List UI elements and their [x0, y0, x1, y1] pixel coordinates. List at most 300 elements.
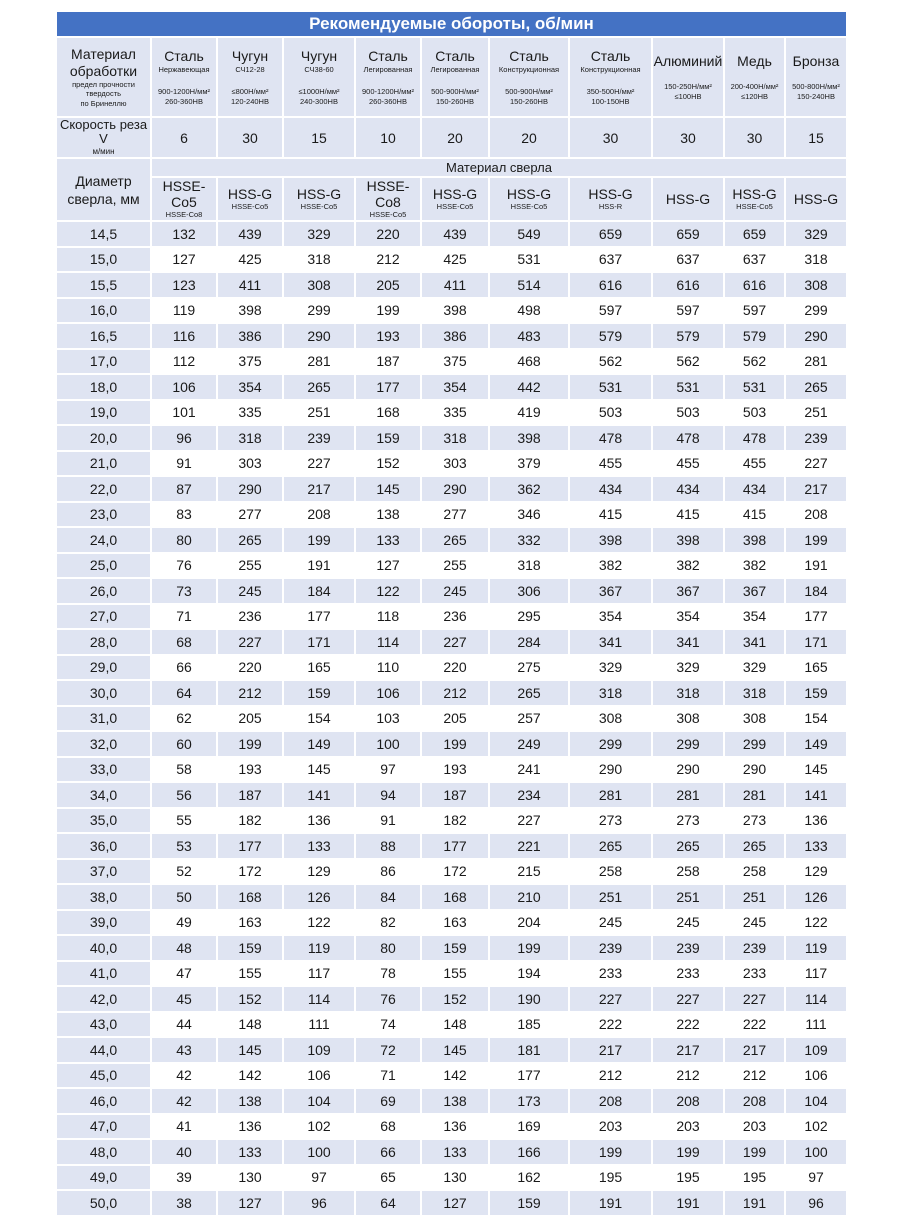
rpm-cell: 442	[489, 374, 569, 400]
rpm-cell: 265	[785, 374, 847, 400]
rpm-cell: 40	[151, 1139, 217, 1165]
material-hardness: 100-150НВ	[591, 96, 630, 106]
rpm-cell: 100	[283, 1139, 355, 1165]
corner-line1: Материал	[71, 45, 136, 62]
table-row	[57, 502, 847, 528]
rpm-cell: 281	[785, 349, 847, 375]
material-name: Сталь	[590, 47, 631, 64]
table-row	[57, 935, 847, 961]
material-strength: 200-400Н/мм²	[730, 81, 779, 91]
rpm-cell: 659	[569, 221, 652, 247]
drill-material-header: Материал сверла	[151, 158, 847, 177]
rpm-cell: 136	[217, 1114, 283, 1140]
rpm-cell: 335	[217, 400, 283, 426]
rpm-cell: 88	[355, 833, 421, 859]
rpm-cell: 145	[217, 1037, 283, 1063]
corner-line2: обработки	[69, 62, 138, 79]
rpm-cell: 152	[217, 986, 283, 1012]
diameter-cell: 36,0	[57, 833, 151, 859]
table-row	[57, 476, 847, 502]
rpm-cell: 149	[785, 731, 847, 757]
rpm-cell: 38	[151, 1190, 217, 1216]
rpm-cell: 122	[785, 910, 847, 936]
rpm-cell: 318	[785, 247, 847, 273]
rpm-cell: 659	[652, 221, 724, 247]
diameter-label-line1: Диаметр	[75, 172, 132, 189]
rpm-cell: 281	[283, 349, 355, 375]
rpm-cell: 152	[355, 451, 421, 477]
rpm-cell: 191	[283, 553, 355, 579]
rpm-cell: 100	[785, 1139, 847, 1165]
table-row	[57, 221, 847, 247]
rpm-cell: 43	[151, 1037, 217, 1063]
diameter-cell: 20,0	[57, 425, 151, 451]
rpm-cell: 579	[569, 323, 652, 349]
rpm-cell: 227	[283, 451, 355, 477]
rpm-reference-sheet	[57, 12, 847, 1217]
rpm-cell: 172	[217, 859, 283, 885]
rpm-cell: 354	[652, 604, 724, 630]
table-row	[57, 680, 847, 706]
speed-value-3: 15	[283, 117, 355, 158]
rpm-cell: 205	[421, 706, 489, 732]
table-row	[57, 961, 847, 987]
rpm-cell: 199	[785, 527, 847, 553]
rpm-cell: 138	[217, 1088, 283, 1114]
rpm-cell: 129	[785, 859, 847, 885]
diameter-cell: 24,0	[57, 527, 151, 553]
table-row	[57, 374, 847, 400]
material-strength: 500-900Н/мм²	[505, 86, 553, 96]
rpm-cell: 275	[489, 655, 569, 681]
diameter-cell: 49,0	[57, 1165, 151, 1191]
drill-alt-name: HSSE-Co5	[510, 202, 548, 211]
rpm-cell: 44	[151, 1012, 217, 1038]
rpm-cell: 346	[489, 502, 569, 528]
rpm-cell: 199	[569, 1139, 652, 1165]
rpm-cell: 382	[652, 553, 724, 579]
material-name: Сталь	[435, 47, 475, 64]
rpm-cell: 531	[489, 247, 569, 273]
table-row	[57, 1012, 847, 1038]
rpm-cell: 45	[151, 986, 217, 1012]
rpm-cell: 191	[785, 553, 847, 579]
speed-value-2: 30	[217, 117, 283, 158]
diameter-cell: 29,0	[57, 655, 151, 681]
rpm-cell: 241	[489, 757, 569, 783]
rpm-cell: 329	[569, 655, 652, 681]
rpm-cell: 66	[355, 1139, 421, 1165]
rpm-cell: 205	[355, 272, 421, 298]
rpm-cell: 97	[283, 1165, 355, 1191]
rpm-cell: 562	[569, 349, 652, 375]
rpm-cell: 273	[569, 808, 652, 834]
rpm-cell: 208	[283, 502, 355, 528]
rpm-cell: 138	[421, 1088, 489, 1114]
rpm-cell: 104	[283, 1088, 355, 1114]
rpm-cell: 258	[569, 859, 652, 885]
table-row	[57, 323, 847, 349]
rpm-cell: 265	[652, 833, 724, 859]
rpm-cell: 217	[652, 1037, 724, 1063]
table-row	[57, 527, 847, 553]
rpm-cell: 367	[652, 578, 724, 604]
rpm-cell: 171	[785, 629, 847, 655]
table-row	[57, 782, 847, 808]
rpm-cell: 455	[569, 451, 652, 477]
table-row	[57, 451, 847, 477]
drill-material-3	[283, 177, 355, 221]
material-strength: 900-1200Н/мм²	[361, 86, 414, 96]
rpm-cell: 171	[283, 629, 355, 655]
rpm-cell: 616	[569, 272, 652, 298]
drill-name: HSS-G	[432, 186, 478, 202]
speed-value-9: 30	[724, 117, 785, 158]
rpm-cell: 184	[283, 578, 355, 604]
rpm-cell: 133	[421, 1139, 489, 1165]
rpm-cell: 159	[489, 1190, 569, 1216]
diameter-cell: 41,0	[57, 961, 151, 987]
rpm-cell: 354	[569, 604, 652, 630]
rpm-cell: 434	[569, 476, 652, 502]
rpm-cell: 290	[569, 757, 652, 783]
rpm-cell: 80	[355, 935, 421, 961]
rpm-cell: 222	[569, 1012, 652, 1038]
rpm-cell: 251	[785, 400, 847, 426]
rpm-cell: 177	[489, 1063, 569, 1089]
rpm-cell: 386	[217, 323, 283, 349]
rpm-cell: 579	[652, 323, 724, 349]
table-row	[57, 1139, 847, 1165]
rpm-cell: 52	[151, 859, 217, 885]
rpm-cell: 354	[421, 374, 489, 400]
rpm-cell: 159	[217, 935, 283, 961]
rpm-cell: 110	[355, 655, 421, 681]
rpm-cell: 375	[421, 349, 489, 375]
material-subtype: Нержавеющая	[158, 64, 210, 74]
material-header-4	[355, 37, 421, 117]
drill-alt-name: HSSE-Co5	[300, 202, 338, 211]
rpm-cell: 163	[217, 910, 283, 936]
rpm-cell: 42	[151, 1063, 217, 1089]
rpm-cell: 86	[355, 859, 421, 885]
rpm-cell: 415	[724, 502, 785, 528]
rpm-cell: 193	[355, 323, 421, 349]
rpm-cell: 203	[724, 1114, 785, 1140]
rpm-cell: 199	[355, 298, 421, 324]
rpm-cell: 318	[217, 425, 283, 451]
rpm-cell: 41	[151, 1114, 217, 1140]
material-name: Чугун	[231, 47, 269, 64]
rpm-cell: 210	[489, 884, 569, 910]
rpm-cell: 73	[151, 578, 217, 604]
rpm-cell: 182	[217, 808, 283, 834]
rpm-cell: 208	[569, 1088, 652, 1114]
rpm-cell: 118	[355, 604, 421, 630]
rpm-cell: 306	[489, 578, 569, 604]
rpm-cell: 145	[355, 476, 421, 502]
drill-alt-name: HSSE-Co5	[231, 202, 269, 211]
drill-material-7	[569, 177, 652, 221]
rpm-cell: 308	[652, 706, 724, 732]
rpm-cell: 103	[355, 706, 421, 732]
diameter-cell: 31,0	[57, 706, 151, 732]
drill-name: HSS-G	[227, 186, 273, 202]
rpm-cell: 227	[724, 986, 785, 1012]
rpm-cell: 123	[151, 272, 217, 298]
table-row	[57, 298, 847, 324]
rpm-cell: 126	[283, 884, 355, 910]
rpm-cell: 318	[489, 553, 569, 579]
rpm-cell: 159	[355, 425, 421, 451]
rpm-cell: 117	[283, 961, 355, 987]
rpm-cell: 281	[652, 782, 724, 808]
rpm-cell: 203	[652, 1114, 724, 1140]
rpm-cell: 193	[217, 757, 283, 783]
material-hardness: 150-260НВ	[436, 96, 474, 106]
rpm-cell: 101	[151, 400, 217, 426]
rpm-cell: 173	[489, 1088, 569, 1114]
rpm-cell: 455	[724, 451, 785, 477]
rpm-cell: 177	[355, 374, 421, 400]
material-subtype: СЧ12-28	[235, 64, 265, 74]
material-header-1	[151, 37, 217, 117]
rpm-cell: 411	[217, 272, 283, 298]
rpm-cell: 227	[785, 451, 847, 477]
rpm-cell: 329	[724, 655, 785, 681]
table-row	[57, 833, 847, 859]
table-row	[57, 884, 847, 910]
rpm-cell: 277	[217, 502, 283, 528]
diameter-cell: 38,0	[57, 884, 151, 910]
rpm-cell: 265	[489, 680, 569, 706]
material-subtype: Конструкционная	[580, 64, 641, 74]
diameter-cell: 16,5	[57, 323, 151, 349]
material-strength: 500-900Н/мм²	[431, 86, 479, 96]
rpm-cell: 191	[652, 1190, 724, 1216]
rpm-cell: 455	[652, 451, 724, 477]
material-hardness: 260-360НВ	[369, 96, 407, 106]
material-subtype: Легированная	[430, 64, 480, 74]
rpm-cell: 205	[217, 706, 283, 732]
rpm-cell: 53	[151, 833, 217, 859]
rpm-cell: 308	[724, 706, 785, 732]
table-row	[57, 808, 847, 834]
rpm-cell: 155	[217, 961, 283, 987]
rpm-cell: 215	[489, 859, 569, 885]
rpm-cell: 194	[489, 961, 569, 987]
rpm-cell: 233	[569, 961, 652, 987]
rpm-cell: 597	[652, 298, 724, 324]
rpm-cell: 166	[489, 1139, 569, 1165]
rpm-cell: 94	[355, 782, 421, 808]
rpm-cell: 111	[283, 1012, 355, 1038]
rpm-cell: 439	[217, 221, 283, 247]
table-row	[57, 1088, 847, 1114]
rpm-cell: 96	[283, 1190, 355, 1216]
rpm-cell: 483	[489, 323, 569, 349]
material-corner-header	[57, 37, 151, 117]
corner-sub-2: твердость	[85, 88, 122, 98]
drill-name: HSS-G	[793, 191, 839, 207]
rpm-cell: 318	[283, 247, 355, 273]
diameter-cell: 45,0	[57, 1063, 151, 1089]
drill-name: HSS-G	[506, 186, 552, 202]
material-strength: 500-800Н/мм²	[792, 81, 840, 91]
rpm-cell: 122	[283, 910, 355, 936]
rpm-cell: 159	[421, 935, 489, 961]
material-name: Алюминий	[653, 52, 723, 69]
rpm-cell: 122	[355, 578, 421, 604]
rpm-cell: 439	[421, 221, 489, 247]
rpm-cell: 659	[724, 221, 785, 247]
rpm-cell: 72	[355, 1037, 421, 1063]
rpm-cell: 375	[217, 349, 283, 375]
rpm-cell: 227	[652, 986, 724, 1012]
material-strength: 900-1200Н/мм²	[157, 86, 210, 96]
rpm-cell: 227	[421, 629, 489, 655]
rpm-cell: 148	[421, 1012, 489, 1038]
rpm-cell: 531	[724, 374, 785, 400]
material-strength: ≤800Н/мм²	[231, 86, 269, 96]
material-name: Медь	[737, 52, 772, 69]
diameter-cell: 30,0	[57, 680, 151, 706]
rpm-cell: 49	[151, 910, 217, 936]
rpm-cell: 199	[652, 1139, 724, 1165]
rpm-cell: 398	[421, 298, 489, 324]
drill-material-10	[785, 177, 847, 221]
rpm-cell: 48	[151, 935, 217, 961]
rpm-cell: 177	[421, 833, 489, 859]
rpm-cell: 341	[569, 629, 652, 655]
diameter-cell: 22,0	[57, 476, 151, 502]
rpm-cell: 212	[724, 1063, 785, 1089]
rpm-cell: 222	[724, 1012, 785, 1038]
rpm-cell: 199	[489, 935, 569, 961]
rpm-cell: 239	[283, 425, 355, 451]
table-row	[57, 349, 847, 375]
rpm-cell: 478	[652, 425, 724, 451]
rpm-cell: 119	[151, 298, 217, 324]
drill-material-2	[217, 177, 283, 221]
diameter-cell: 25,0	[57, 553, 151, 579]
diameter-cell: 35,0	[57, 808, 151, 834]
diameter-cell: 17,0	[57, 349, 151, 375]
material-strength: ≤1000Н/мм²	[298, 86, 340, 96]
rpm-cell: 308	[283, 272, 355, 298]
rpm-cell: 165	[283, 655, 355, 681]
rpm-cell: 68	[151, 629, 217, 655]
speed-unit: м/мин	[92, 147, 115, 156]
speed-value-7: 30	[569, 117, 652, 158]
rpm-cell: 212	[217, 680, 283, 706]
rpm-cell: 227	[217, 629, 283, 655]
material-name: Сталь	[368, 47, 408, 64]
table-row	[57, 425, 847, 451]
diameter-cell: 18,0	[57, 374, 151, 400]
rpm-cell: 203	[569, 1114, 652, 1140]
corner-sub-3: по Бринеллю	[80, 98, 127, 108]
rpm-cell: 97	[785, 1165, 847, 1191]
rpm-cell: 419	[489, 400, 569, 426]
table-row	[57, 400, 847, 426]
rpm-cell: 239	[724, 935, 785, 961]
rpm-cell: 195	[724, 1165, 785, 1191]
material-name: Сталь	[164, 47, 204, 64]
material-strength: 350-500Н/мм²	[586, 86, 635, 96]
rpm-cell: 97	[355, 757, 421, 783]
rpm-cell: 249	[489, 731, 569, 757]
corner-sub-1: предел прочности	[72, 79, 135, 89]
rpm-cell: 212	[355, 247, 421, 273]
rpm-cell: 154	[785, 706, 847, 732]
rpm-cell: 212	[569, 1063, 652, 1089]
diameter-label-line2: сверла, мм	[67, 190, 140, 207]
material-subtype: Конструкционная	[498, 64, 560, 74]
rpm-cell: 78	[355, 961, 421, 987]
rpm-cell: 498	[489, 298, 569, 324]
diameter-cell: 33,0	[57, 757, 151, 783]
rpm-cell: 109	[785, 1037, 847, 1063]
rpm-cell: 168	[217, 884, 283, 910]
diameter-cell: 44,0	[57, 1037, 151, 1063]
rpm-cell: 133	[785, 833, 847, 859]
rpm-cell: 71	[355, 1063, 421, 1089]
rpm-cell: 411	[421, 272, 489, 298]
rpm-cell: 155	[421, 961, 489, 987]
rpm-cell: 68	[355, 1114, 421, 1140]
rpm-cell: 579	[724, 323, 785, 349]
material-hardness: 120-240НВ	[231, 96, 269, 106]
rpm-cell: 111	[785, 1012, 847, 1038]
rpm-cell: 212	[652, 1063, 724, 1089]
rpm-cell: 531	[652, 374, 724, 400]
rpm-cell: 257	[489, 706, 569, 732]
rpm-cell: 318	[652, 680, 724, 706]
rpm-cell: 503	[569, 400, 652, 426]
rpm-cell: 234	[489, 782, 569, 808]
rpm-cell: 132	[151, 221, 217, 247]
rpm-cell: 354	[217, 374, 283, 400]
rpm-cell: 255	[217, 553, 283, 579]
material-header-9	[724, 37, 785, 117]
material-header-2	[217, 37, 283, 117]
diameter-header	[57, 158, 151, 221]
drill-name: HSSE-Co5	[162, 178, 206, 210]
rpm-cell: 91	[355, 808, 421, 834]
drill-material-8	[652, 177, 724, 221]
diameter-cell: 14,5	[57, 221, 151, 247]
rpm-cell: 141	[283, 782, 355, 808]
rpm-cell: 341	[652, 629, 724, 655]
rpm-cell: 354	[724, 604, 785, 630]
rpm-cell: 116	[151, 323, 217, 349]
rpm-cell: 187	[355, 349, 421, 375]
rpm-cell: 208	[785, 502, 847, 528]
rpm-cell: 130	[217, 1165, 283, 1191]
material-hardness: 260-360НВ	[165, 96, 203, 106]
rpm-cell: 217	[283, 476, 355, 502]
rpm-cell: 199	[217, 731, 283, 757]
table-row	[57, 1063, 847, 1089]
rpm-cell: 208	[652, 1088, 724, 1114]
rpm-cell: 220	[217, 655, 283, 681]
rpm-cell: 335	[421, 400, 489, 426]
rpm-cell: 265	[724, 833, 785, 859]
rpm-cell: 415	[569, 502, 652, 528]
rpm-cell: 341	[724, 629, 785, 655]
rpm-cell: 106	[355, 680, 421, 706]
